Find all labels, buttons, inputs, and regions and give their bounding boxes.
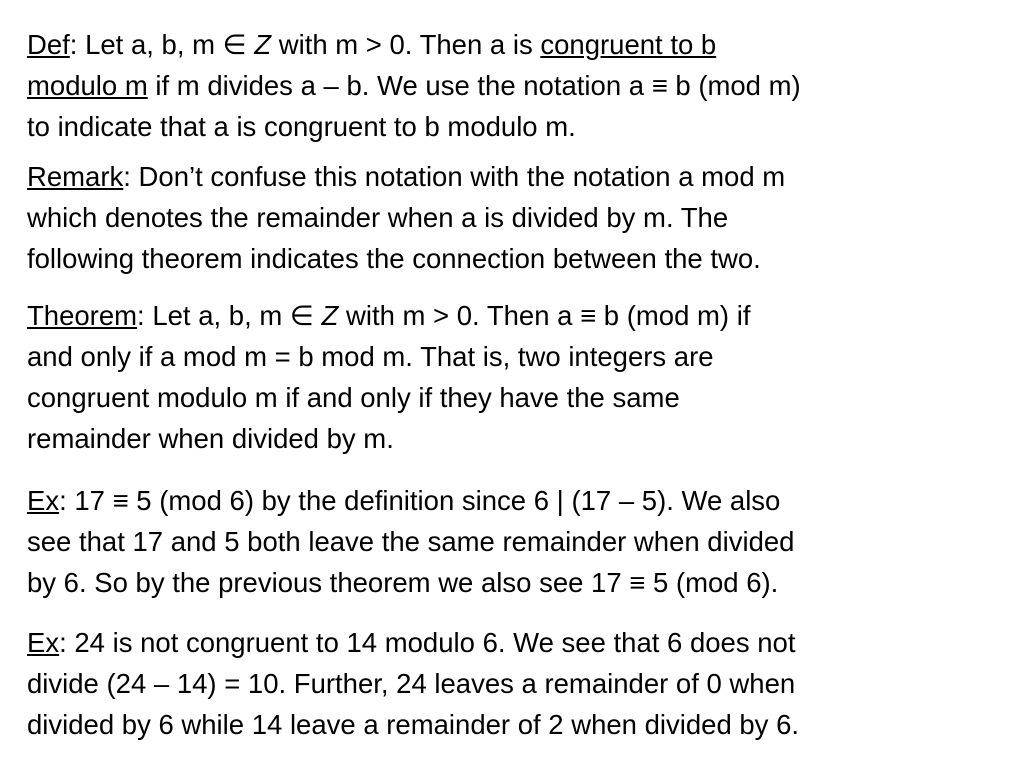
theorem-text: with m > 0. Then a (338, 300, 581, 331)
defined-term: congruent to b (540, 29, 717, 60)
theorem-line-3: congruent modulo m if and only if they have the same (27, 382, 680, 413)
definition-text: with m > 0. Then a is (271, 29, 541, 60)
example-text: 5 (mod 6) by the definition since 6 | (17 – 5). We also (128, 485, 781, 516)
remark-line-3: following theorem indicates the connection between the two. (27, 243, 761, 274)
theorem-label: Theorem (27, 300, 138, 331)
congruence-symbol: ≡ (651, 70, 668, 101)
congruence-symbol: ≡ (580, 300, 597, 331)
theorem-line-1 (27, 295, 750, 336)
example-text: 5 (mod 6). (645, 567, 779, 598)
example-2-line-2: divide (24 – 14) = 10. Further, 24 leaves a remainder of 0 when (27, 668, 796, 699)
theorem-text: b (mod m) if (596, 300, 751, 331)
definition-text: : Let a, b, m (69, 29, 223, 60)
example-1-line-2: see that 17 and 5 both leave the same remainder when divided (27, 526, 795, 557)
definition-text: b (mod m) (667, 70, 801, 101)
example-1-paragraph (27, 480, 794, 603)
element-of-symbol: ∈ (222, 29, 247, 60)
integers-set-symbol: Z (313, 300, 339, 331)
definition-line-3: to indicate that a is congruent to b modulo m. (27, 111, 576, 142)
integers-set-symbol: Z (246, 29, 272, 60)
remark-line-1 (27, 156, 785, 197)
theorem-paragraph (27, 295, 750, 459)
example-text: : 24 is not congruent to 14 modulo 6. We see that 6 does not (59, 627, 796, 658)
remark-paragraph (27, 156, 785, 279)
congruence-symbol: ≡ (112, 485, 129, 516)
element-of-symbol: ∈ (289, 300, 314, 331)
example-label: Ex (27, 627, 60, 658)
definition-line-1 (27, 24, 801, 65)
example-text: : 17 (59, 485, 113, 516)
remark-label: Remark (27, 161, 124, 192)
example-1-line-1 (27, 480, 794, 521)
theorem-line-2: and only if a mod m = b mod m. That is, two integers are (27, 341, 714, 372)
definition-text: if m divides a – b. We use the notation a (147, 70, 652, 101)
example-2-paragraph (27, 622, 799, 745)
defined-term: modulo m (27, 70, 148, 101)
definition-paragraph (27, 24, 801, 147)
example-1-line-3 (27, 562, 794, 603)
definition-label: Def (27, 29, 70, 60)
remark-text: : Don’t confuse this notation with the notation a mod m (123, 161, 786, 192)
example-label: Ex (27, 485, 60, 516)
definition-line-2 (27, 65, 801, 106)
example-text: by 6. So by the previous theorem we also see 17 (27, 567, 630, 598)
congruence-symbol: ≡ (629, 567, 646, 598)
remark-line-2: which denotes the remainder when a is divided by m. The (27, 202, 729, 233)
theorem-text: : Let a, b, m (137, 300, 290, 331)
theorem-line-4: remainder when divided by m. (27, 423, 394, 454)
example-2-line-1 (27, 622, 799, 663)
example-2-line-3: divided by 6 while 14 leave a remainder of 2 when divided by 6. (27, 709, 800, 740)
